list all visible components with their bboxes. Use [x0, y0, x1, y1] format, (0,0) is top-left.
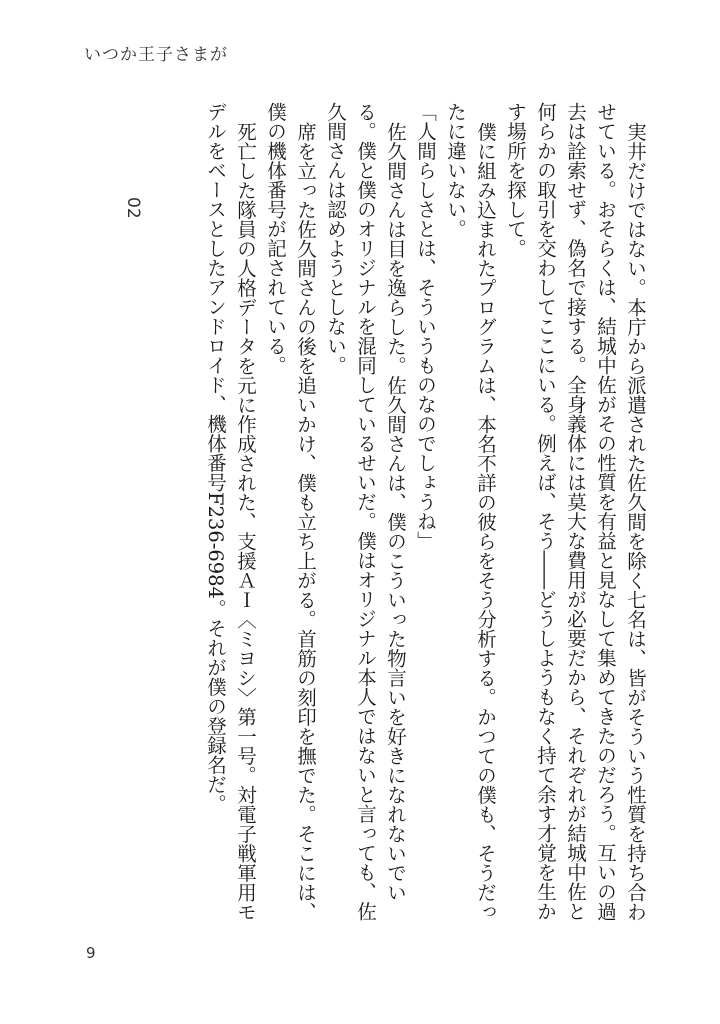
- body-text: [190, 102, 650, 922]
- paragraph-6: 死亡した隊員の人格データを元に作成された、支援ＡＩ〈ミヨシ〉第一号。対電子戦軍用モデルをベースとしたアンドロイド、機体番号F236-6984。それが僕の登録名だ。: [204, 102, 257, 921]
- chapter-number: 02: [123, 197, 143, 219]
- paragraph-3-dialogue: 「人間らしさとは、そういうものなのでしょうね」: [414, 102, 437, 551]
- paragraph-5: 席を立った佐久間さんの後を追いかけ、僕も立ち上がる。首筋の刻印を撫でた。そこには、僕の機体番号が記されている。: [264, 102, 317, 921]
- paragraph-4: 佐久間さんは目を逸らした。佐久間さんは、僕のこういった物言いを好きになれないでいる。僕と僕のオリジナルを混同しているせいだ。僕はオリジナル本人ではないと言っても、佐久間さんは認めようとしない。: [324, 102, 407, 921]
- paragraph-2: 僕に組み込まれたプログラムは、本名不詳の彼らをそう分析する。かつての僕も、そうだったに違いない。: [444, 102, 497, 921]
- running-header: いつか王子さまが: [84, 45, 228, 65]
- page-number: 9: [86, 944, 96, 962]
- paragraph-1: 実井だけではない。本庁から派遣された佐久間を除く七名は、皆がそういう性質を持ち合わせている。おそらくは、結城中佐がその性質を有益と見なして集めてきたのだろう。互いの過去は詮索せず、偽名で接する。全身義体には莫大な費用が必要だから、それぞれが結城中佐と何らかの取引を交わしてここにいる。例えば、そう――どうしようもなく持て余す才覚を生かす場所を探して。: [504, 102, 647, 921]
